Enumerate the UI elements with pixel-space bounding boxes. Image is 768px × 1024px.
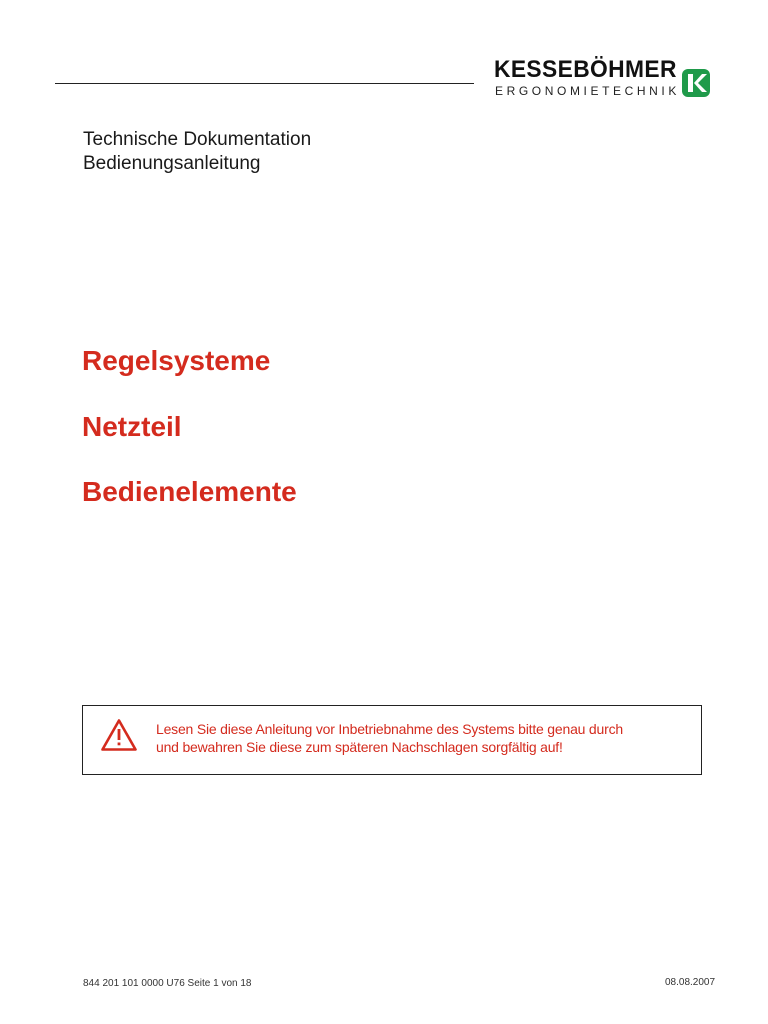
warning-line-2: und bewahren Sie diese zum späteren Nachschlagen sorgfältig auf! [156,739,563,755]
logo-wordmark: KESSEBÖHMER [494,56,677,83]
warning-line-1: Lesen Sie diese Anleitung vor Inbetriebnahme des Systems bitte genau durch [156,721,623,737]
footer-date: 08.08.2007 [665,977,716,988]
topic-bedienelemente: Bedienelemente [82,476,297,507]
document-type-line-2: Bedienungsanleitung [83,153,261,174]
kessebohmer-logo [494,56,716,104]
warning-triangle-icon [100,718,138,752]
footer-doc-reference: 844 201 101 0000 U76 Seite 1 von 18 [83,978,252,989]
header-rule [55,83,474,84]
document-type [83,128,311,176]
logo-k-icon [682,69,710,97]
document-type-line-1: Technische Dokumentation [83,129,312,150]
topic-netzteil: Netzteil [82,411,182,442]
warning-text [156,720,623,756]
warning-box [82,705,702,775]
logo-subtitle: ERGONOMIETECHNIK [495,84,680,98]
topic-regelsysteme: Regelsysteme [82,345,271,376]
